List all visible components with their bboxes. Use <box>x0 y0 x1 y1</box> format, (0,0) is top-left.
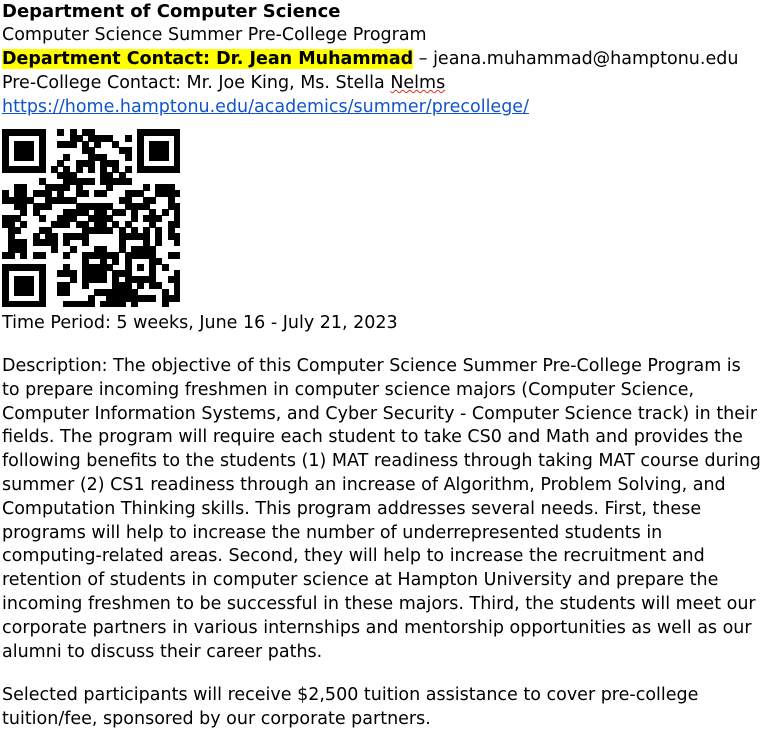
tuition-paragraph: Selected participants will receive $2,500 tuition assistance to cover pre-college tuition/fee, sponsored by our corporate partners. <box>2 685 699 730</box>
program-subtitle: Computer Science Summer Pre-College Program <box>2 25 427 45</box>
contact-separator: – <box>413 49 434 69</box>
department-contact-email: jeana.muhammad@hamptonu.edu <box>433 49 739 69</box>
department-contact-line <box>0 47 768 71</box>
department-title: Department of Computer Science <box>2 1 341 22</box>
description-paragraph: Description: The objective of this Computer Science Summer Pre-College Program is to prepare incoming freshmen in computer science majors (Computer Science, Computer Information Systems, and Cyber Security - Computer Science track) in their fields. The program will require each student to take CS0 and Math and provides the following benefits to the students (1) MAT readiness through taking MAT course during summer (2) CS1 readiness through an increase of Algorithm, Problem Solving, and Computation Thinking skills. This program addresses several needs. First, these programs will help to increase the number of underrepresented students in computing-related areas. Second, they will help to increase the recruitment and retention of students in computer science at Hampton University and prepare the incoming freshmen to be successful in these majors. Third, the students will meet our corporate partners in various internships and mentorship opportunities as well as our alumni to discuss their career paths. <box>2 356 761 662</box>
time-period-line: Time Period: 5 weeks, June 16 - July 21, 2023 <box>2 313 398 333</box>
precollege-contact-name: Nelms <box>390 73 446 93</box>
program-url-line <box>0 95 768 119</box>
program-url-link[interactable]: https://home.hamptonu.edu/academics/summer/precollege/ <box>2 97 529 117</box>
qr-code-image <box>0 129 768 307</box>
spacer <box>0 335 768 355</box>
department-contact-highlighted: Department Contact: Dr. Jean Muhammad <box>2 49 414 69</box>
precollege-contact-line <box>0 71 768 95</box>
precollege-contact-text: Pre-College Contact: Mr. Joe King, Ms. Stella <box>2 73 391 93</box>
qr-code-canvas <box>2 129 180 307</box>
